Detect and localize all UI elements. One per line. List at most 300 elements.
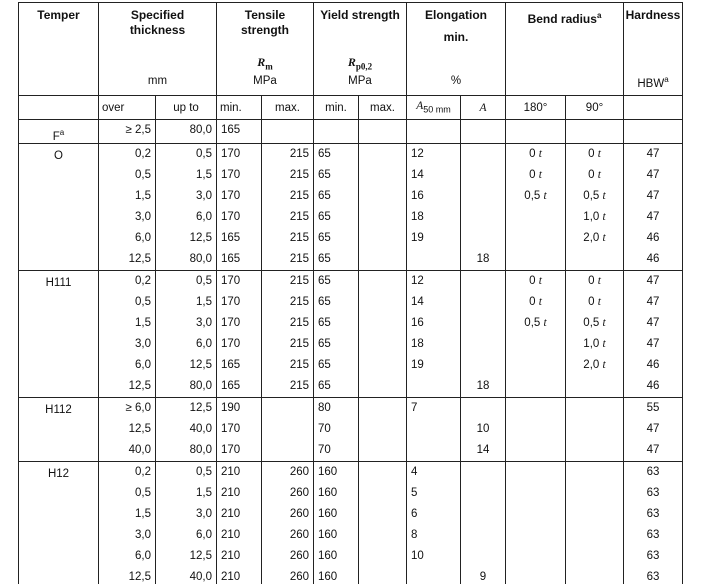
thickness-unit-t: t xyxy=(538,296,542,308)
cell-bend-180-column xyxy=(506,120,566,144)
header-thickness: Specified thickness mm xyxy=(99,3,217,96)
cell-over: 6,0 xyxy=(135,359,151,371)
cell-a50: 10 xyxy=(411,550,424,562)
thickness-unit-t: t xyxy=(602,211,606,223)
cell-rm-min: 170 xyxy=(221,423,241,435)
cell-rp-min: 65 xyxy=(318,359,331,371)
temper-label: H12 xyxy=(47,468,70,480)
cell-rp-max xyxy=(359,567,406,584)
cell-bend-180 xyxy=(506,419,565,440)
cell-up-to: 12,5 xyxy=(189,232,212,244)
cell-rm-min: 210 xyxy=(221,571,241,583)
cell-up-to: 0,5 xyxy=(196,148,212,160)
cell-hbw: 63 xyxy=(646,571,660,583)
subheader-up-to: up to xyxy=(156,96,217,120)
cell-over: 3,0 xyxy=(135,338,151,350)
cell-a-column xyxy=(461,398,506,462)
cell-a xyxy=(461,271,505,292)
cell-bend-90 xyxy=(566,525,623,546)
cell-bend-180: 0 t xyxy=(529,148,542,160)
cell-hbw: 63 xyxy=(646,487,660,499)
cell-over: 0,2 xyxy=(135,148,151,160)
cell-rm-max-column xyxy=(262,462,314,584)
cell-bend-180-column xyxy=(506,462,566,584)
temper-label: $F^a$ xyxy=(52,128,65,143)
cell-rp-max xyxy=(359,334,406,355)
cell-rm-min: 170 xyxy=(221,338,241,350)
cell-over: 0,2 xyxy=(135,466,151,478)
cell-over: 12,5 xyxy=(128,571,151,583)
cell-bend-90 xyxy=(566,504,623,525)
cell-hbw: 63 xyxy=(646,529,660,541)
cell-bend-180 xyxy=(506,355,565,376)
tensile-symbol: $R_m$ xyxy=(257,55,273,72)
cell-rm-min: 165 xyxy=(221,124,241,136)
cell-bend-180: 0 t xyxy=(529,169,542,181)
cell-hbw: 47 xyxy=(646,444,660,456)
cell-rm-min: 165 xyxy=(221,380,241,392)
cell-bend-180 xyxy=(506,228,565,249)
thickness-unit: mm xyxy=(147,75,168,87)
cell-rp-min-column xyxy=(314,120,359,144)
cell-over: 40,0 xyxy=(128,444,151,456)
subheader-over: over xyxy=(99,96,156,120)
cell-rm-max: 215 xyxy=(289,190,309,202)
cell-rp-max xyxy=(359,207,406,228)
cell-bend-90: 0 t xyxy=(588,275,601,287)
cell-rp-min-column xyxy=(314,398,359,462)
cell-over-column xyxy=(99,271,156,398)
cell-bend-90 xyxy=(566,440,623,461)
cell-over-column xyxy=(99,398,156,462)
cell-a50: 16 xyxy=(411,317,424,329)
cell-a xyxy=(461,398,505,419)
cell-hbw: 46 xyxy=(646,253,660,265)
cell-rp-max xyxy=(359,292,406,313)
cell-rp-min: 70 xyxy=(318,423,331,435)
cell-up-to: 3,0 xyxy=(196,508,212,520)
cell-rm-min: 165 xyxy=(221,359,241,371)
cell-bend-180 xyxy=(506,440,565,461)
cell-rm-max: 215 xyxy=(289,380,309,392)
cell-rm-max: 215 xyxy=(289,275,309,287)
cell-rp-max xyxy=(359,440,406,461)
cell-a50: 4 xyxy=(411,466,418,478)
cell-rm-min: 210 xyxy=(221,508,241,520)
cell-bend-180-column xyxy=(506,144,566,271)
temper-group-row xyxy=(19,462,683,584)
cell-rp-min: 70 xyxy=(318,444,331,456)
cell-rp-min: 65 xyxy=(318,211,331,223)
cell-rp-max xyxy=(359,398,406,419)
cell-a50: 7 xyxy=(411,402,418,414)
cell-rp-max xyxy=(359,313,406,334)
cell-up-to: 40,0 xyxy=(189,571,212,583)
cell-temper xyxy=(19,144,99,271)
cell-rm-max-column xyxy=(262,271,314,398)
cell-bend-90: 1,0 t xyxy=(583,338,606,350)
cell-rp-max-column xyxy=(359,120,407,144)
cell-rm-max-column xyxy=(262,398,314,462)
cell-bend-180 xyxy=(506,504,565,525)
cell-a: 10 xyxy=(476,423,490,435)
cell-rp-max xyxy=(359,165,406,186)
thickness-unit-t: t xyxy=(602,190,606,202)
cell-bend-90-column xyxy=(566,462,624,584)
cell-over: 12,5 xyxy=(128,380,151,392)
cell-up-to: 6,0 xyxy=(196,211,212,223)
cell-rm-max xyxy=(262,419,309,440)
cell-a50-column xyxy=(407,398,461,462)
cell-rm-max: 215 xyxy=(289,359,309,371)
thickness-unit-t: t xyxy=(602,359,606,371)
cell-over: 12,5 xyxy=(128,253,151,265)
cell-up-to: 0,5 xyxy=(196,466,212,478)
cell-rp-min: 65 xyxy=(318,253,331,265)
cell-a xyxy=(461,504,505,525)
cell-bend-180 xyxy=(506,249,565,270)
cell-rp-max-column xyxy=(359,398,407,462)
cell-rp-min: 160 xyxy=(318,529,338,541)
cell-rp-min-column xyxy=(314,144,359,271)
cell-rm-max: 215 xyxy=(289,317,309,329)
cell-rm-min: 170 xyxy=(221,444,241,456)
cell-over: 6,0 xyxy=(135,550,151,562)
cell-over: 3,0 xyxy=(135,529,151,541)
cell-rm-min-column xyxy=(217,144,262,271)
cell-a50 xyxy=(411,440,460,461)
cell-up-to: 80,0 xyxy=(189,124,212,136)
cell-temper xyxy=(19,462,99,584)
cell-hbw: 63 xyxy=(646,508,660,520)
cell-up-to: 1,5 xyxy=(196,169,212,181)
cell-rp-max xyxy=(359,355,406,376)
cell-a50 xyxy=(411,376,460,397)
thickness-unit-t: t xyxy=(543,190,547,202)
subheader-bend-90: 90° xyxy=(566,96,624,120)
cell-hbw-column xyxy=(624,398,683,462)
cell-bend-90 xyxy=(566,567,623,584)
elongation-min: min. xyxy=(443,30,469,44)
cell-rp-max-column xyxy=(359,144,407,271)
cell-up-to: 3,0 xyxy=(196,317,212,329)
cell-up-to-column xyxy=(156,120,217,144)
cell-a50: 8 xyxy=(411,529,418,541)
cell-rm-min: 210 xyxy=(221,529,241,541)
cell-a50: 19 xyxy=(411,232,424,244)
cell-a xyxy=(461,292,505,313)
temper-group-row xyxy=(19,271,683,398)
cell-up-to-column xyxy=(156,462,217,584)
cell-bend-180 xyxy=(506,207,565,228)
cell-a50 xyxy=(411,120,460,141)
cell-over: 12,5 xyxy=(128,423,151,435)
cell-a50: 6 xyxy=(411,508,418,520)
cell-hbw: 46 xyxy=(646,359,660,371)
cell-rm-min: 170 xyxy=(221,211,241,223)
cell-a50 xyxy=(411,567,460,584)
header-yield: Yield strength $R_{p0,2}$ MPa xyxy=(314,3,407,96)
cell-hbw-column xyxy=(624,120,683,144)
cell-bend-180 xyxy=(506,567,565,584)
cell-rm-max xyxy=(262,120,309,141)
cell-rm-min: 170 xyxy=(221,317,241,329)
cell-bend-180-column xyxy=(506,271,566,398)
cell-bend-180 xyxy=(506,376,565,397)
cell-a50: 12 xyxy=(411,148,424,160)
cell-a50: 19 xyxy=(411,359,424,371)
cell-a50-column xyxy=(407,462,461,584)
cell-bend-90-column xyxy=(566,144,624,271)
yield-symbol: $R_{p0,2}$ xyxy=(347,55,373,72)
cell-a xyxy=(461,144,505,165)
cell-a50: 18 xyxy=(411,338,424,350)
cell-rp-max xyxy=(359,271,406,292)
cell-bend-90-column xyxy=(566,398,624,462)
cell-rp-max xyxy=(359,376,406,397)
cell-a: 9 xyxy=(479,571,487,583)
cell-rp-min: 65 xyxy=(318,148,331,160)
cell-bend-90: 2,0 t xyxy=(583,232,606,244)
cell-bend-180 xyxy=(506,398,565,419)
cell-bend-180: 0,5 t xyxy=(524,317,547,329)
cell-a-column xyxy=(461,144,506,271)
cell-hbw: 63 xyxy=(646,550,660,562)
cell-over-column xyxy=(99,120,156,144)
cell-rp-max xyxy=(359,546,406,567)
cell-hbw xyxy=(624,120,682,141)
subheader-rm-min: min. xyxy=(217,96,262,120)
cell-a xyxy=(461,525,505,546)
cell-over: 1,5 xyxy=(135,508,151,520)
cell-over: 1,5 xyxy=(135,190,151,202)
cell-bend-180 xyxy=(506,525,565,546)
cell-a xyxy=(461,165,505,186)
cell-bend-90 xyxy=(566,419,623,440)
subheader-rm-max: max. xyxy=(262,96,314,120)
cell-a50: 12 xyxy=(411,275,424,287)
cell-rm-max: 215 xyxy=(289,338,309,350)
cell-up-to-column xyxy=(156,271,217,398)
cell-bend-180: 0,5 t xyxy=(524,190,547,202)
cell-bend-180-column xyxy=(506,398,566,462)
cell-up-to: 80,0 xyxy=(189,253,212,265)
cell-a50: 14 xyxy=(411,169,424,181)
cell-rm-max: 260 xyxy=(289,550,309,562)
cell-rm-max: 215 xyxy=(289,232,309,244)
cell-a: 18 xyxy=(476,380,490,392)
tensile-unit: MPa xyxy=(253,75,277,87)
cell-a50: 16 xyxy=(411,190,424,202)
cell-rm-min: 165 xyxy=(221,232,241,244)
cell-hbw: 47 xyxy=(646,211,660,223)
cell-rp-max xyxy=(359,462,406,483)
cell-up-to: 40,0 xyxy=(189,423,212,435)
cell-a xyxy=(461,355,505,376)
cell-a xyxy=(461,186,505,207)
mechanical-properties-table xyxy=(18,2,683,584)
cell-rp-max xyxy=(359,120,406,141)
cell-hbw: 47 xyxy=(646,317,660,329)
cell-a-column xyxy=(461,462,506,584)
hardness-unit: HBW$^a$ xyxy=(637,75,669,90)
cell-rp-min: 65 xyxy=(318,380,331,392)
cell-bend-180: 0 t xyxy=(529,296,542,308)
cell-up-to: 0,5 xyxy=(196,275,212,287)
subheader-temper-empty xyxy=(19,96,99,120)
table-body xyxy=(19,120,683,584)
cell-rp-min: 65 xyxy=(318,232,331,244)
cell-rm-min-column xyxy=(217,120,262,144)
cell-up-to-column xyxy=(156,144,217,271)
subheader-hbw-empty xyxy=(624,96,683,120)
cell-over: 3,0 xyxy=(135,211,151,223)
cell-rm-max: 215 xyxy=(289,253,309,265)
cell-over: 6,0 xyxy=(135,232,151,244)
cell-a xyxy=(461,120,505,141)
cell-over: 1,5 xyxy=(135,317,151,329)
cell-a50-column xyxy=(407,271,461,398)
cell-rm-min: 170 xyxy=(221,169,241,181)
cell-rm-min: 165 xyxy=(221,253,241,265)
cell-hbw: 47 xyxy=(646,190,660,202)
cell-rm-min: 170 xyxy=(221,275,241,287)
cell-bend-90: 0 t xyxy=(588,296,601,308)
cell-bend-90 xyxy=(566,398,623,419)
cell-over: 0,5 xyxy=(135,296,151,308)
cell-hbw: 63 xyxy=(646,466,660,478)
cell-bend-90-column xyxy=(566,271,624,398)
subheader-rp-min: min. xyxy=(314,96,359,120)
header-temper: Temper xyxy=(19,3,99,96)
temper-label: H111 xyxy=(45,277,72,289)
cell-rp-min: 65 xyxy=(318,338,331,350)
cell-rm-max-column xyxy=(262,144,314,271)
cell-temper xyxy=(19,271,99,398)
cell-a xyxy=(461,483,505,504)
cell-temper xyxy=(19,398,99,462)
cell-over: 0,5 xyxy=(135,487,151,499)
cell-hbw: 47 xyxy=(646,423,660,435)
thickness-unit-t: t xyxy=(538,275,542,287)
cell-bend-180 xyxy=(506,462,565,483)
cell-rp-max xyxy=(359,483,406,504)
cell-rm-max: 260 xyxy=(289,529,309,541)
cell-over-column xyxy=(99,462,156,584)
cell-rm-max xyxy=(262,440,309,461)
thickness-unit-t: t xyxy=(602,338,606,350)
cell-rp-max xyxy=(359,228,406,249)
cell-bend-180 xyxy=(506,334,565,355)
cell-a-column xyxy=(461,120,506,144)
subheader-bend-180: 180° xyxy=(506,96,566,120)
temper-group-row xyxy=(19,120,683,144)
cell-rp-min: 65 xyxy=(318,275,331,287)
cell-a xyxy=(461,334,505,355)
cell-rm-max: 215 xyxy=(289,148,309,160)
cell-hbw: 47 xyxy=(646,148,660,160)
cell-rm-max: 260 xyxy=(289,487,309,499)
thickness-unit-t: t xyxy=(543,317,547,329)
cell-bend-180 xyxy=(506,483,565,504)
cell-a-column xyxy=(461,271,506,398)
cell-rp-max-column xyxy=(359,271,407,398)
temper-group-row xyxy=(19,398,683,462)
cell-bend-90: 1,0 t xyxy=(583,211,606,223)
cell-rp-max-column xyxy=(359,462,407,584)
cell-a xyxy=(461,546,505,567)
thickness-unit-t: t xyxy=(602,317,606,329)
cell-bend-90 xyxy=(566,546,623,567)
cell-over: ≥ 2,5 xyxy=(125,124,151,136)
cell-bend-180 xyxy=(506,546,565,567)
cell-up-to: 1,5 xyxy=(196,296,212,308)
cell-temper xyxy=(19,120,99,144)
cell-rm-min-column xyxy=(217,462,262,584)
cell-rm-max: 215 xyxy=(289,211,309,223)
cell-a50: 5 xyxy=(411,487,418,499)
cell-rm-max-column xyxy=(262,120,314,144)
cell-rp-min: 65 xyxy=(318,296,331,308)
cell-rp-max xyxy=(359,419,406,440)
cell-up-to: 80,0 xyxy=(189,380,212,392)
cell-rm-min: 170 xyxy=(221,296,241,308)
cell-a xyxy=(461,207,505,228)
cell-rp-min: 65 xyxy=(318,317,331,329)
cell-rm-min: 210 xyxy=(221,487,241,499)
cell-hbw: 46 xyxy=(646,380,660,392)
cell-rp-min: 160 xyxy=(318,571,338,583)
cell-rp-min: 65 xyxy=(318,169,331,181)
cell-a50: 14 xyxy=(411,296,424,308)
temper-label: H112 xyxy=(45,404,72,416)
cell-over: 0,5 xyxy=(135,169,151,181)
header-tensile: Tensile strength $R_m$ MPa xyxy=(217,3,314,96)
header-elongation: Elongation min. % xyxy=(407,3,506,96)
cell-up-to: 12,5 xyxy=(189,402,212,414)
cell-a50-column xyxy=(407,144,461,271)
cell-up-to: 12,5 xyxy=(189,359,212,371)
cell-bend-90: 2,0 t xyxy=(583,359,606,371)
cell-rp-max xyxy=(359,249,406,270)
cell-rm-min: 170 xyxy=(221,190,241,202)
cell-rm-max: 260 xyxy=(289,571,309,583)
cell-hbw-column xyxy=(624,462,683,584)
cell-rm-max xyxy=(262,398,309,419)
subheader-rp-max: max. xyxy=(359,96,407,120)
cell-up-to: 12,5 xyxy=(189,550,212,562)
subheader-a50: $A_{50 mm}$ xyxy=(407,96,461,120)
header-bend-radius: Bend radius$^a$ xyxy=(506,3,624,96)
cell-rm-min-column xyxy=(217,271,262,398)
cell-hbw: 55 xyxy=(646,402,660,414)
cell-bend-180: 0 t xyxy=(529,275,542,287)
cell-hbw-column xyxy=(624,271,683,398)
cell-bend-90 xyxy=(566,376,623,397)
cell-rm-min: 170 xyxy=(221,148,241,160)
cell-up-to: 3,0 xyxy=(196,190,212,202)
cell-bend-90: 0,5 t xyxy=(583,317,606,329)
thickness-unit-t: t xyxy=(597,148,601,160)
thickness-unit-t: t xyxy=(597,296,601,308)
cell-a xyxy=(461,462,505,483)
cell-hbw: 47 xyxy=(646,296,660,308)
cell-bend-90: 0,5 t xyxy=(583,190,606,202)
cell-rm-max: 260 xyxy=(289,466,309,478)
cell-up-to: 80,0 xyxy=(189,444,212,456)
cell-over-column xyxy=(99,144,156,271)
cell-bend-90: 0 t xyxy=(588,148,601,160)
